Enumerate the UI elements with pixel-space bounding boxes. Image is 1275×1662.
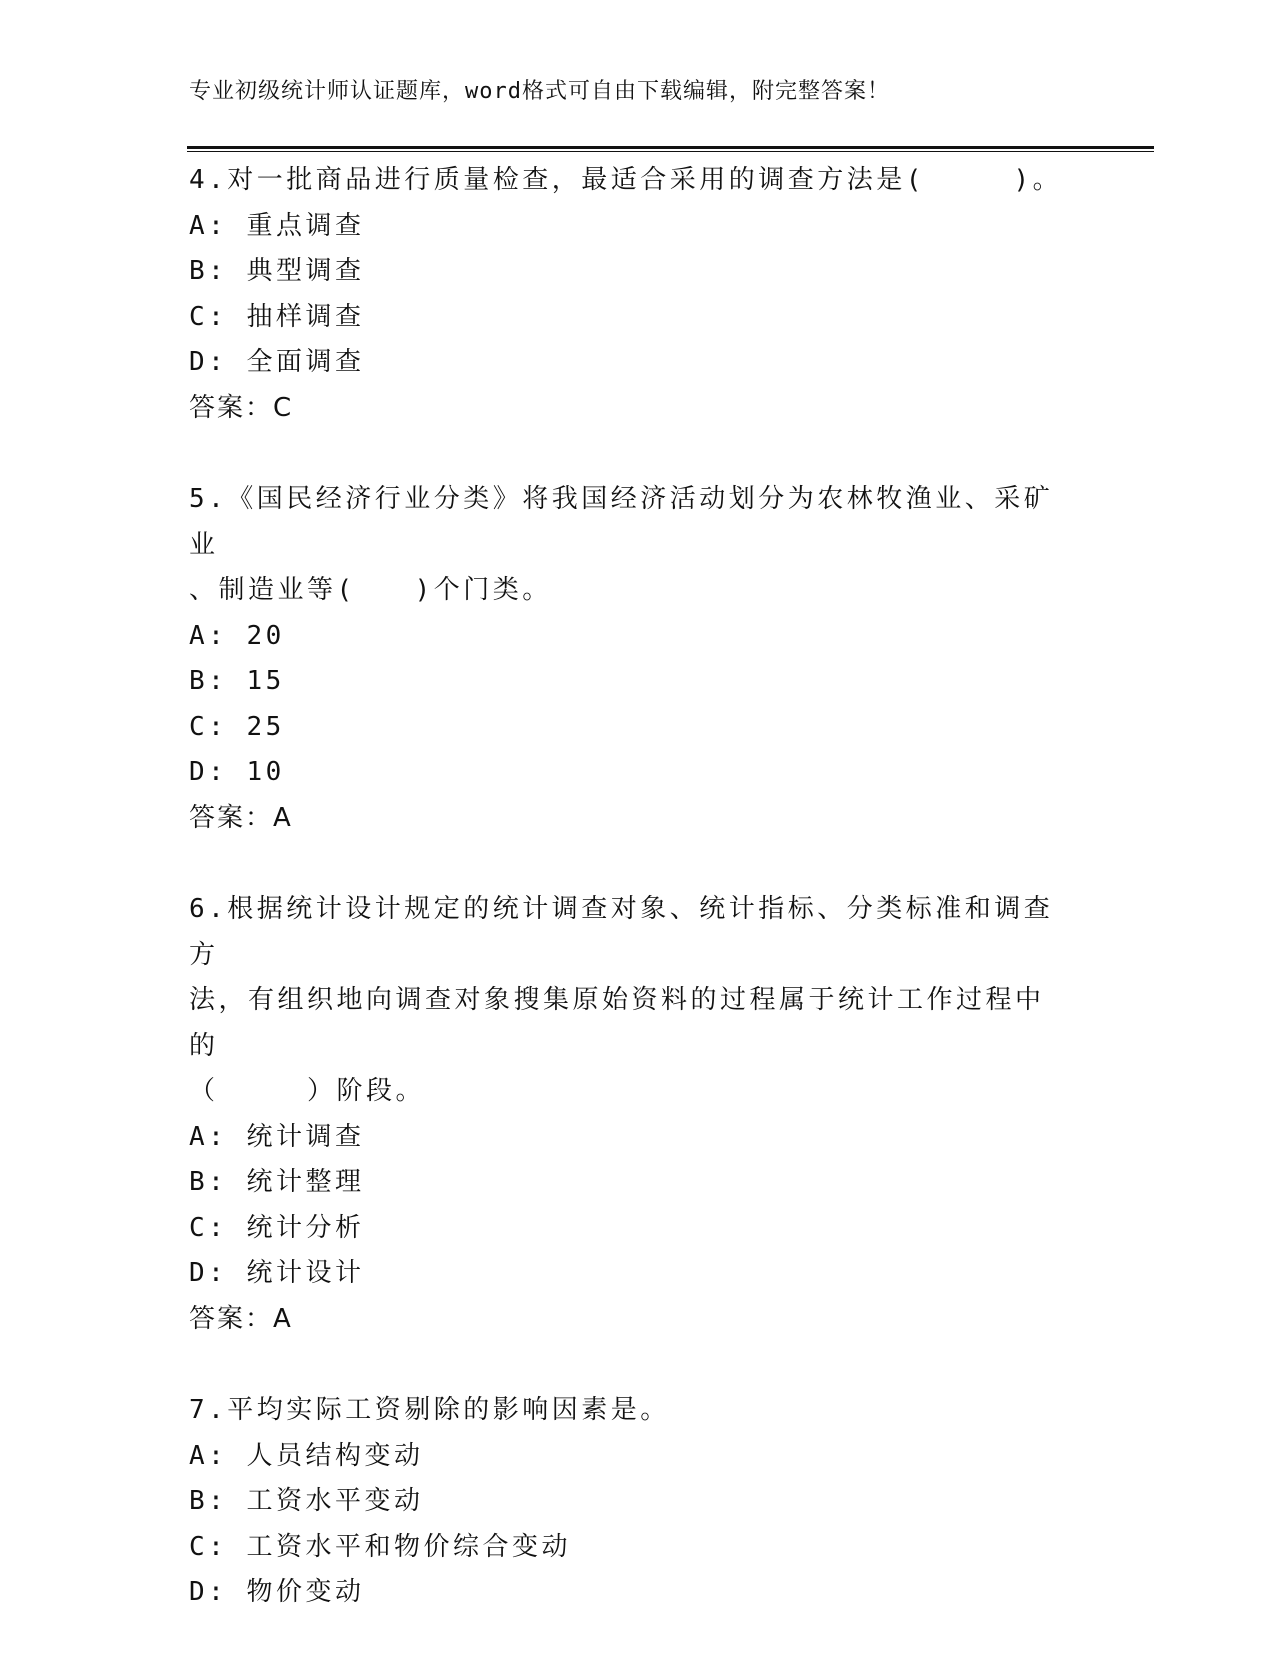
question-list	[189, 158, 1069, 1662]
answer-option: D: 统计设计	[189, 1258, 365, 1288]
answer-option: C: 25	[189, 711, 285, 742]
question-stem-line: 4.对一批商品进行质量检查，最适合采用的调查方法是( )。	[189, 165, 1063, 195]
header-divider-thin	[187, 151, 1154, 152]
question-stem-line: 5.《国民经济行业分类》将我国经济活动划分为农林牧渔业、采矿业	[189, 484, 1054, 560]
question-stem-line: （ ）阶段。	[189, 1076, 426, 1106]
question-stem-line: 7.平均实际工资剔除的影响因素是。	[189, 1395, 670, 1425]
answer-option: C: 工资水平和物价综合变动	[189, 1531, 571, 1562]
answer-key: 答案：C	[189, 392, 294, 423]
question-stem-line: 6.根据统计设计规定的统计调查对象、统计指标、分类标准和调查方	[189, 894, 1054, 970]
question-stem-line: 、制造业等( )个门类。	[189, 575, 552, 605]
question-block	[189, 887, 1069, 1342]
question-block	[189, 158, 1069, 431]
answer-option: D: 物价变动	[189, 1577, 365, 1607]
answer-option: A: 统计调查	[189, 1121, 365, 1152]
answer-option: C: 抽样调查	[189, 301, 365, 332]
answer-key: 答案：A	[189, 1303, 293, 1334]
header-divider-thick	[187, 146, 1154, 149]
answer-option: B: 统计整理	[189, 1167, 365, 1197]
answer-option: D: 10	[189, 757, 285, 787]
answer-option: A: 重点调查	[189, 210, 365, 241]
answer-option: D: 全面调查	[189, 347, 365, 377]
answer-option: A: 人员结构变动	[189, 1440, 424, 1471]
answer-option: B: 工资水平变动	[189, 1486, 424, 1516]
answer-option: B: 15	[189, 666, 285, 696]
answer-option: B: 典型调查	[189, 256, 365, 286]
question-block	[189, 477, 1069, 841]
answer-option: A: 20	[189, 620, 285, 651]
question-stem-line: 法，有组织地向调查对象搜集原始资料的过程属于统计工作过程中的	[189, 985, 1045, 1061]
answer-option: C: 统计分析	[189, 1212, 365, 1243]
page-header: 专业初级统计师认证题库，word格式可自由下载编辑，附完整答案！	[189, 79, 890, 104]
question-block	[189, 1388, 1069, 1616]
answer-key: 答案：A	[189, 802, 293, 833]
